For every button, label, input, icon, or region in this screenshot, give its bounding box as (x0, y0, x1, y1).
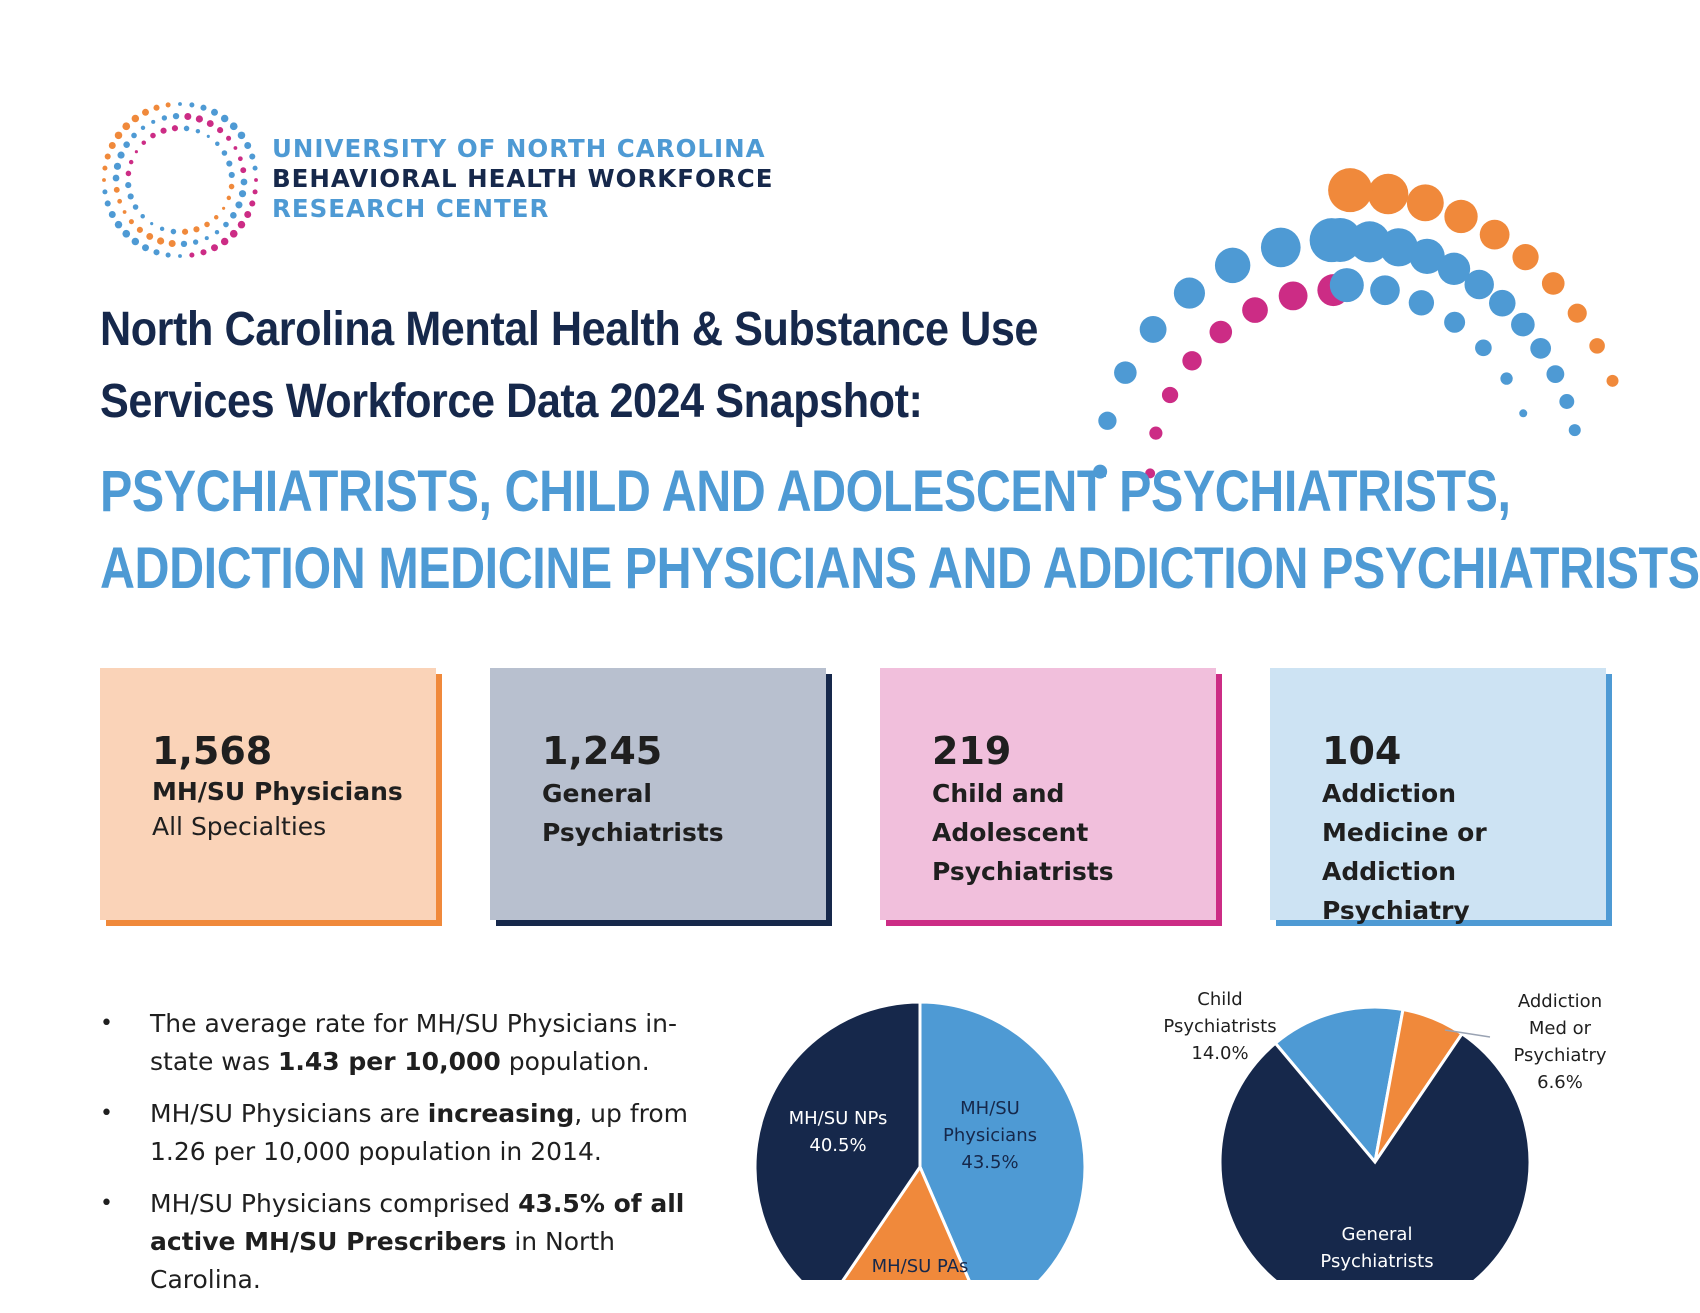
key-findings-list (100, 1005, 700, 1313)
org-name-line2: BEHAVIORAL HEALTH WORKFORCE (272, 164, 774, 193)
bullet-text: MH/SU Physicians comprised (150, 1189, 519, 1218)
stat-sublabel: All Specialties (152, 812, 327, 841)
pie-slice-label: MH/SU NPs 40.5% (788, 1108, 888, 1156)
pie-slice-label: MH/SU Physicians 43.5% (942, 1098, 1038, 1173)
stat-label: Child and Adolescent Psychiatrists (932, 779, 1114, 886)
org-name-line1: UNIVERSITY OF NORTH CAROLINA (272, 134, 766, 163)
list-item (100, 1095, 700, 1171)
pie-slice-label: General Psychiatrists (1320, 1224, 1434, 1272)
stat-card-addiction-medicine (1270, 668, 1606, 925)
org-name-line3: RESEARCH CENTER (272, 194, 550, 223)
bullet-dot: • (100, 1011, 113, 1036)
stat-card-child-psychiatrists (880, 668, 1216, 920)
bullet-text: population. (500, 1047, 650, 1076)
pie-slice-label: MH/SU PAs (871, 1256, 969, 1277)
stat-number: 1,245 (542, 729, 663, 773)
list-item (100, 1005, 700, 1081)
prescribers-pie-chart (740, 990, 1100, 1280)
list-item (100, 1185, 700, 1299)
stat-label: General Psychiatrists (542, 779, 724, 847)
page-subtitle-line2: ADDICTION MEDICINE PHYSICIANS AND ADDICTION PSYCHIATRISTS (100, 536, 1700, 601)
bullet-dot: • (100, 1191, 113, 1216)
decorative-dot-arc-icon (1030, 150, 1670, 490)
bullet-text: , up from 1.26 per 10,000 population in 2014. (150, 1099, 689, 1166)
bullet-emphasis: increasing (427, 1099, 575, 1128)
stat-number: 1,568 (152, 729, 273, 773)
pie-slice-label: Addiction Med or Psychiatry 6.6% (1513, 991, 1607, 1093)
bullet-emphasis: 43.5% of all active MH/SU Prescribers (150, 1189, 685, 1256)
stat-label: Addiction Medicine or Addiction Psychiatry (1322, 779, 1487, 925)
bullet-dot: • (100, 1101, 113, 1126)
unc-logo-icon (95, 95, 265, 265)
physician-specialty-pie-chart (1160, 985, 1630, 1280)
page-title-line2: Services Workforce Data 2024 Snapshot: (100, 375, 923, 428)
stat-card-mhsu-physicians (100, 668, 436, 920)
stat-number: 104 (1322, 729, 1402, 773)
stat-card-general-psychiatrists (490, 668, 826, 920)
stat-label: MH/SU Physicians (152, 777, 403, 806)
page-title-line1: North Carolina Mental Health & Substance Use (100, 303, 1038, 356)
page-subtitle-line1: PSYCHIATRISTS, CHILD AND ADOLESCENT PSYCHIATRISTS, (100, 459, 1511, 524)
bullet-text: MH/SU Physicians are (150, 1099, 428, 1128)
bullet-text: in North Carolina. (150, 1227, 615, 1294)
bullet-text: The average rate for MH/SU Physicians in-state was (150, 1009, 678, 1076)
pie-slice-label: Child Psychiatrists 14.0% (1163, 989, 1277, 1064)
bullet-emphasis: 1.43 per 10,000 (278, 1047, 501, 1076)
stat-number: 219 (932, 729, 1012, 773)
